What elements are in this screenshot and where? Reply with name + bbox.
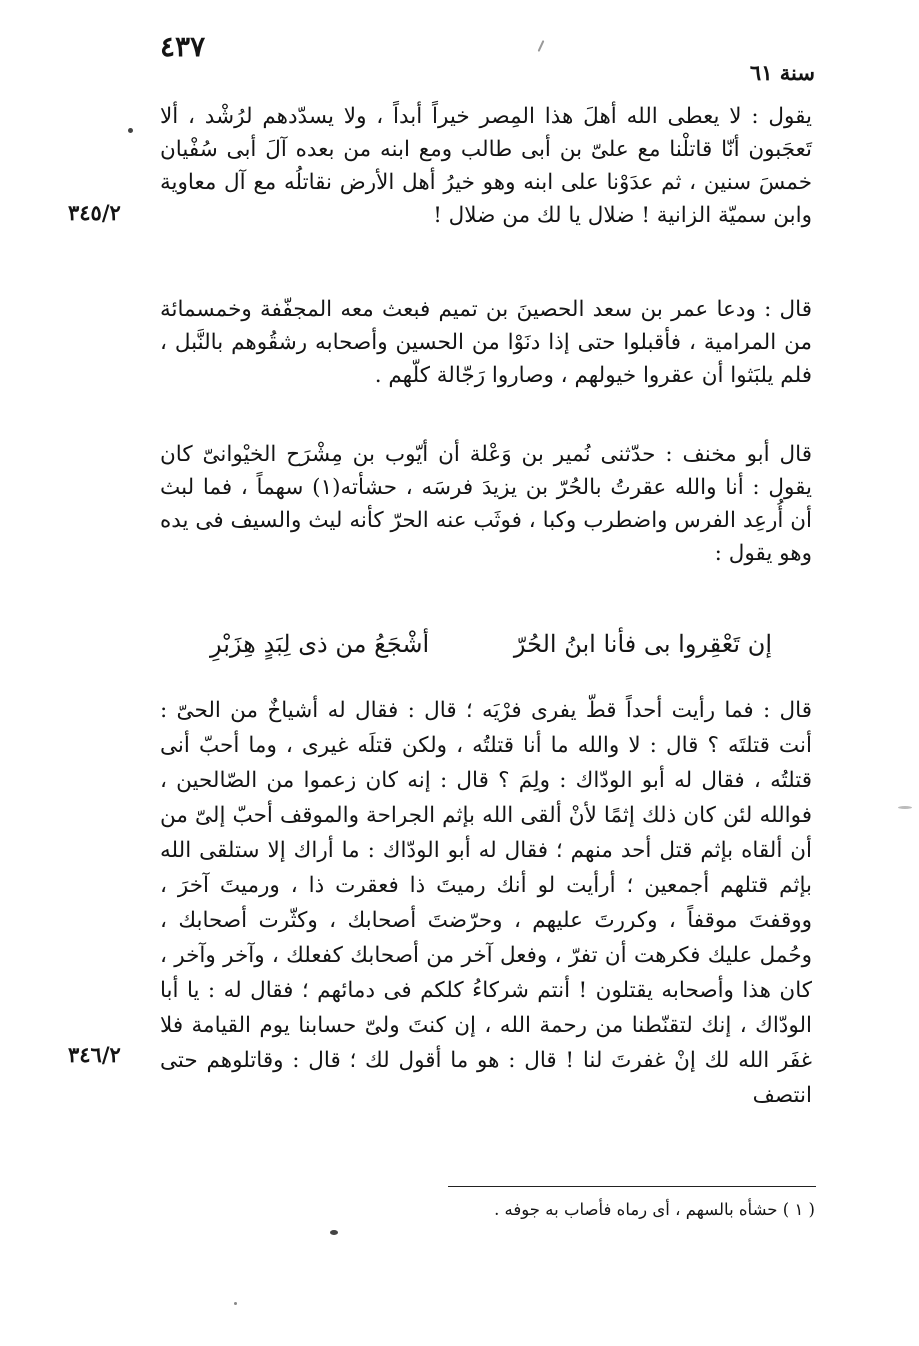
margin-reference: ٣٤٥/٢: [68, 200, 121, 225]
running-head: سنة ٦١: [749, 60, 815, 85]
poetry-verse: [160, 618, 812, 668]
paragraph: قال : ودعا عمر بن سعد الحصينَ بن تميم فبعث معه المجفّفة وخمسمائة من المرامية ، فأقبلوا حتى إذا دنَوْا من الحسين وأصحابه رشقُوهم بالنَّبل ، فلم يلبَثوا أن عقروا خيولهم ، وصاروا رَجّالة كلّهم .: [160, 297, 812, 388]
footnote-divider: [448, 1186, 816, 1187]
ink-speck: [330, 1230, 338, 1235]
ink-speck: [234, 1302, 237, 1305]
ink-mark: [538, 40, 545, 52]
verse-first-hemistich: إن تَعْقِروا بى فأنا ابنُ الحُرّ: [513, 630, 772, 658]
margin-reference: ٣٤٦/٢: [68, 1042, 121, 1067]
footnote: ( ١ ) حشأه بالسهم ، أى رماه فأصاب به جوفه .: [494, 1200, 815, 1219]
verse-second-hemistich: أشْجَعُ من ذى لِبَدٍ هِزَبْرِ: [210, 630, 430, 658]
ink-speck: [128, 128, 133, 133]
paragraph: قال : فما رأيت أحداً قطّ يفرى فرْيَه ؛ قال : فقال له أشياخٌ من الحىّ : أنت قتلتَه ؟ قال : لا والله ما أنا قتلتُه ، ولكن قتلَه غيرى ، وما أحبّ أنى قتلتُه ، فقال له أبو الودّاك : ولِمَ ؟ قال : إنه كان زعموا من الصّالحين ، فوالله لئن كان ذلك إثمًا لأنْ ألقى الله بإثم الجراحة والموقف أحبّ إلىّ من أن ألقاه بإثم قتل أحد منهم ؛ فقال له أبو الودّاك : ما أراك إلا ستلقى الله بإثم قتلهم أجمعين ؛ أرأيت لو أنك رميتَ ذا فعقرت ذا ، ورميتَ آخرَ ، ووقفتَ موقفاً ، وكررتَ عليهم ، وحرّضتَ أصحابك ، وكثّرت أصحابك ، وحُمل عليك فكرهت أن تفرّ ، وفعل آخر من أصحابك كفعلك ، وآخر وآخر ، كان هذا وأصحابه يقتلون ! أنتم شركاءُ كلكم فى دمائهم ؛ فقال له : يا أبا الودّاك ، إنك لتقنّطنا من رحمة الله ، إن كنتَ ولىّ حسابنا يوم القيامة فلا غفَر الله لك إنْ غفرتَ لنا ! قال : هو ما أقول لك ؛ قال : وقاتلوهم حتى انتصف: [160, 698, 812, 1108]
paragraph: قال أبو مخنف : حدّثنى نُمير بن وَعْلة أن أيّوب بن مِشْرَح الخيْوانىّ كان يقول : أنا والله عقرتُ بالحُرّ بن يزيدَ فرسَه ، حشأته(١) سهماً ، فما لبث أن أُرعِد الفرس واضطرب وكبا ، فوثَب عنه الحرّ كأنه ليث والسيف فى يده وهو يقول :: [160, 442, 812, 566]
paragraph: يقول : لا يعطى الله أهلَ هذا المِصر خيراً أبداً ، ولا يسدّدهم لرُشْد ، ألا تَعجَبون أنّا قاتلْنا مع علىّ بن أبى طالب ومع ابنه من بعده آلَ أبى سُفْيان خمسَ سنين ، ثم عدَوْنا على ابنه وهو خيرُ أهل الأرض نقاتلُه مع آل معاوية وابن سميّة الزانية ! ضلال يا لك من ضلال !: [160, 104, 812, 228]
page-number: ٤٣٧: [160, 30, 206, 63]
ink-speck: [898, 806, 912, 809]
